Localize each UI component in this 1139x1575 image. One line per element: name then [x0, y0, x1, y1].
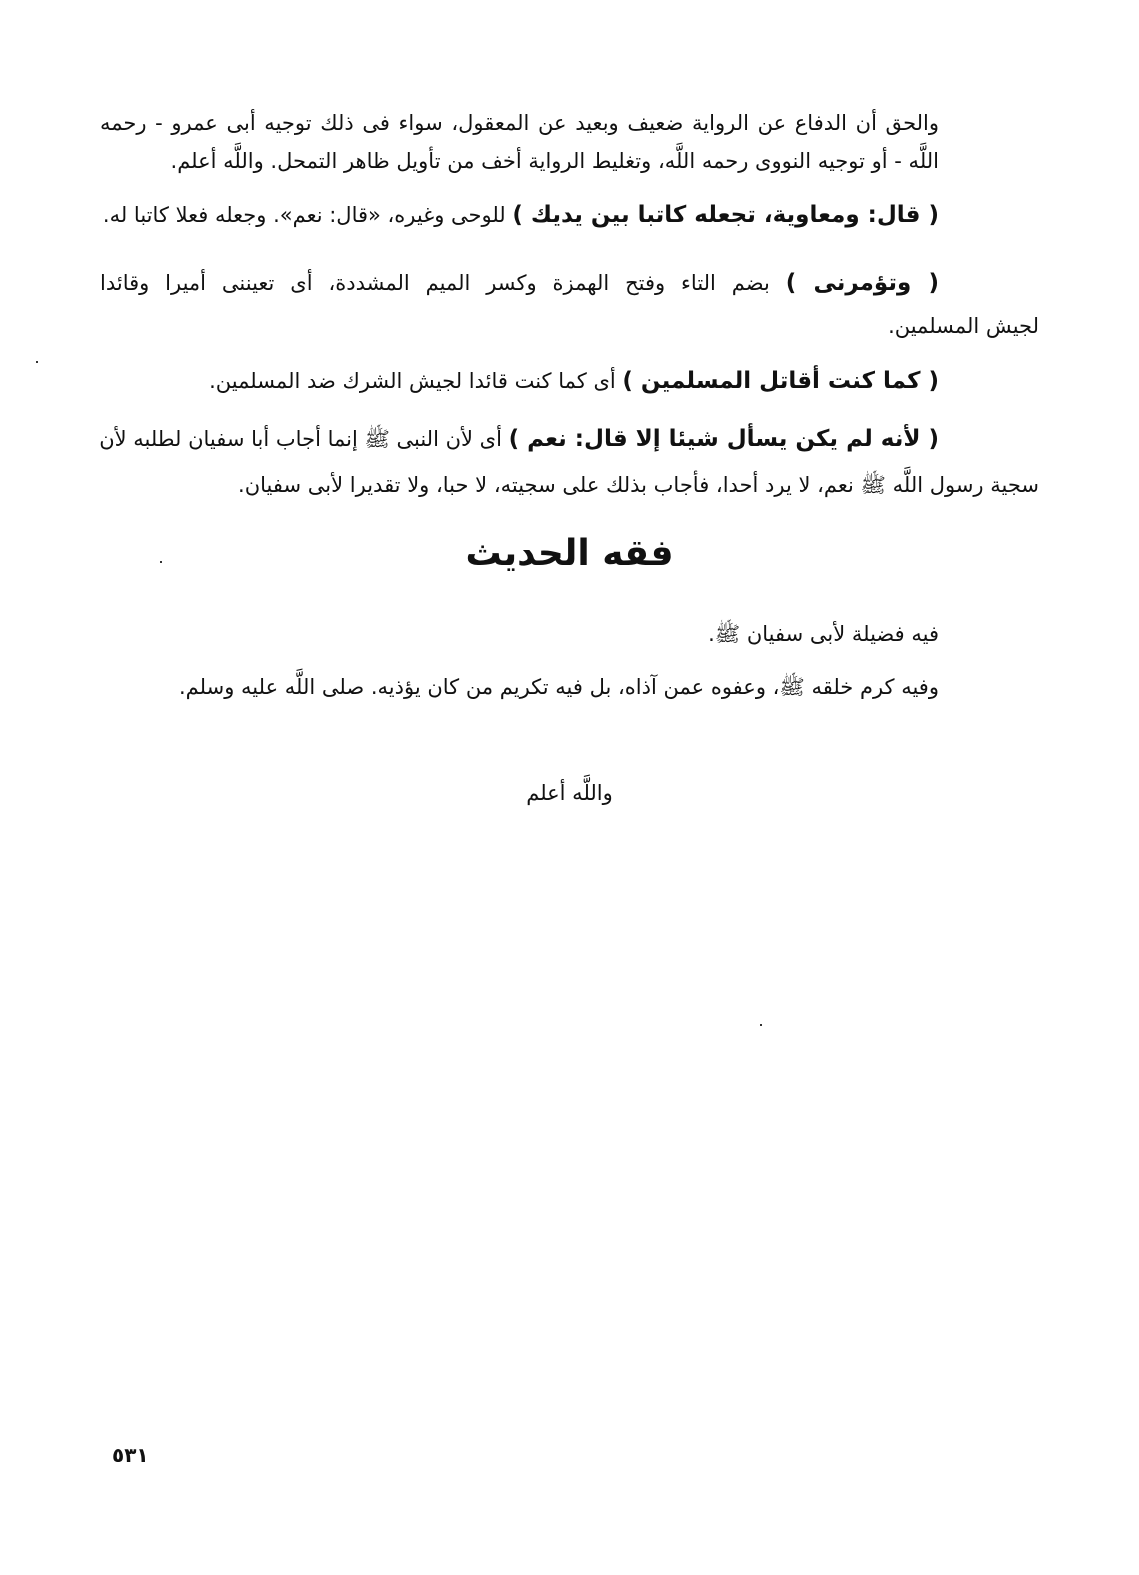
scan-speck: [760, 1024, 762, 1026]
commentary: أى لأن النبى ﷺ إنما أجاب أبا سفيان لطلبه لأن: [99, 427, 509, 451]
paragraph-3-line-2: لجيش المسلمين.: [888, 314, 1039, 338]
paragraph-4: [209, 366, 939, 396]
paragraph-3-line-1: [100, 268, 939, 298]
quoted-phrase: ( كما كنت أقاتل المسلمين ): [622, 368, 939, 394]
commentary: للوحى وغيره، «قال: نعم». وجعله فعلا كاتبا له.: [102, 203, 513, 227]
quoted-phrase: ( وتؤمرنى ): [785, 270, 939, 296]
commentary: أى كما كنت قائدا لجيش الشرك ضد المسلمين.: [209, 369, 623, 393]
commentary: بضم التاء وفتح الهمزة وكسر الميم المشددة، أى تعيننى أميرا وقائدا: [100, 271, 786, 295]
page-number: ٥٣١: [112, 1443, 149, 1467]
quoted-phrase: ( قال: ومعاوية، تجعله كاتبا بين يديك ): [512, 202, 939, 228]
paragraph-2: [103, 200, 939, 230]
closing-phrase: واللَّه أعلم: [526, 781, 613, 805]
scan-speck: [36, 361, 38, 363]
section-heading: فقه الحديث: [465, 533, 674, 574]
paragraph-5-line-2: سجية رسول اللَّه ﷺ نعم، لا يرد أحدا، فأجاب بذلك على سجيته، لا حبا، ولا تقديرا لأبى سفيان.: [238, 473, 1039, 497]
paragraph-1-line-1: والحق أن الدفاع عن الرواية ضعيف وبعيد عن المعقول، سواء فى ذلك توجيه أبى عمرو - رحمه: [100, 111, 939, 135]
paragraph-5-line-1: [100, 424, 939, 454]
quoted-phrase: ( لأنه لم يكن يسأل شيئا إلا قال: نعم ): [508, 426, 939, 452]
point-2: وفيه كرم خلقه ﷺ، وعفوه عمن آذاه، بل فيه تكريم من كان يؤذيه. صلى اللَّه عليه وسلم.: [179, 675, 939, 699]
point-1: فيه فضيلة لأبى سفيان ﷺ.: [708, 622, 939, 646]
scan-speck: [160, 561, 162, 563]
paragraph-1-line-2: اللَّه - أو توجيه النووى رحمه اللَّه، وتغليط الرواية أخف من تأويل ظاهر التمحل. واللَّه أعلم.: [170, 149, 939, 173]
